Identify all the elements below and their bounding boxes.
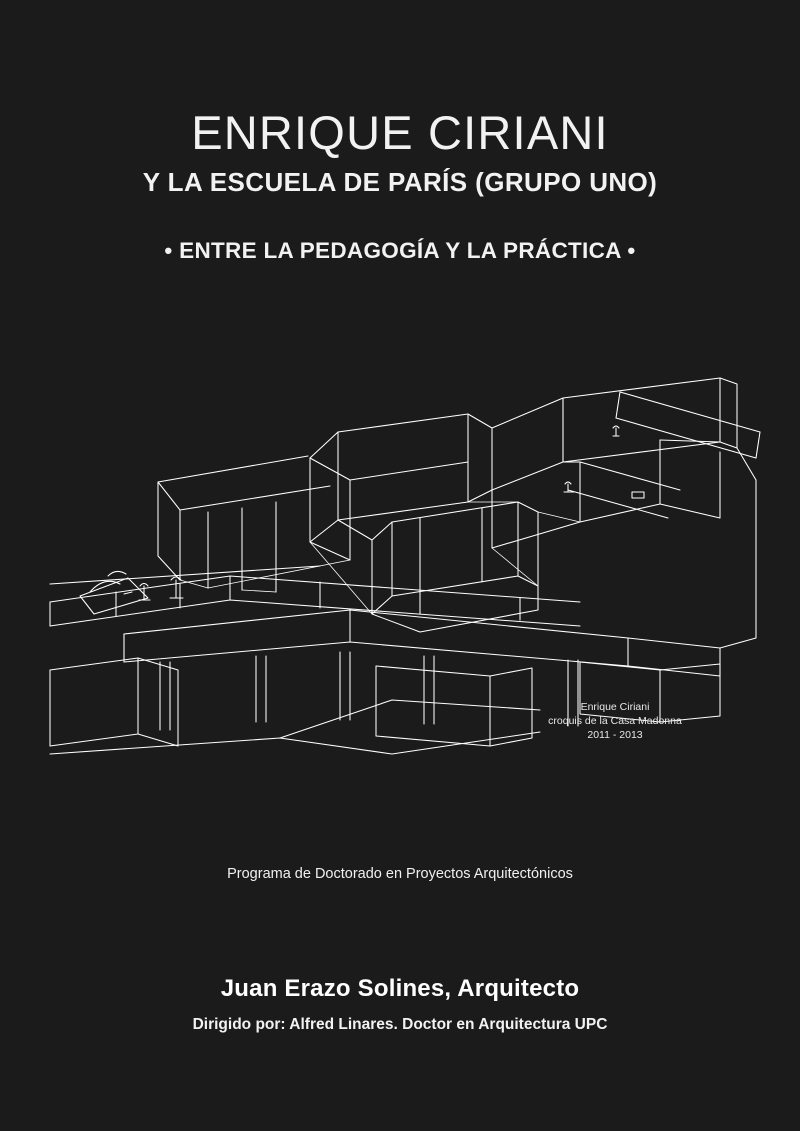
page-title: ENRIQUE CIRIANI — [191, 106, 609, 159]
author-name: Juan Erazo Solines, Arquitecto — [220, 975, 580, 1002]
illustration-caption — [520, 700, 710, 743]
caption-line-2: croquis de la Casa Madonna — [548, 715, 682, 728]
author-block — [0, 975, 800, 1034]
page-subtitle: Y LA ESCUELA DE PARÍS (GRUPO UNO) — [142, 167, 658, 198]
title-block — [0, 108, 800, 264]
caption-line-1: Enrique Ciriani — [580, 701, 650, 713]
advisor-line: Dirigido por: Alfred Linares. Doctor en Arquitectura UPC — [192, 1016, 608, 1033]
page-tagline: • ENTRE LA PEDAGOGÍA Y LA PRÁCTICA • — [164, 238, 636, 264]
caption-line-3: 2011 - 2013 — [587, 729, 643, 742]
program-line: Programa de Doctorado en Proyectos Arquitectónicos — [227, 866, 573, 882]
